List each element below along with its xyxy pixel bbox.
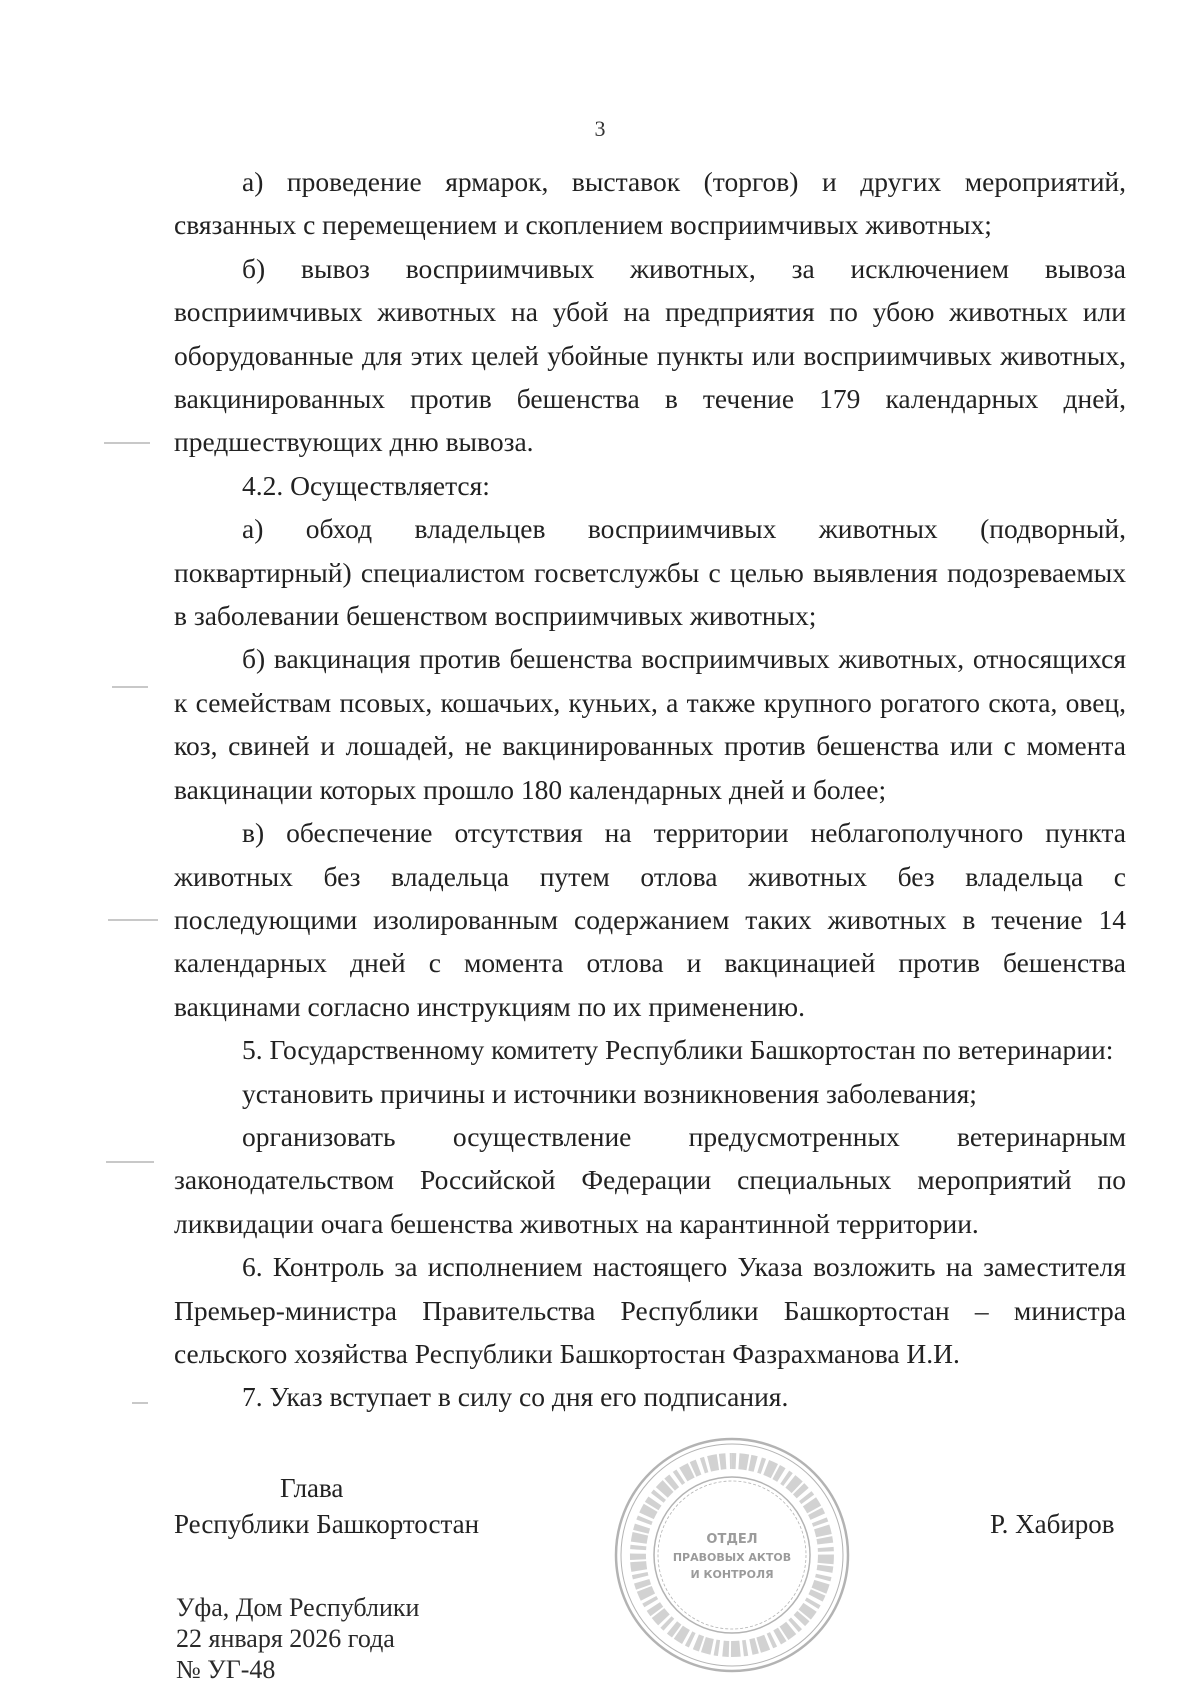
signing-place: Уфа, Дом Республики xyxy=(176,1593,420,1622)
scan-artifact xyxy=(104,442,150,444)
signatory-title-line-2: Республики Башкортостан xyxy=(174,1509,480,1539)
signatory-name: Р. Хабиров xyxy=(990,1509,1115,1539)
signatory-title xyxy=(174,1470,554,1542)
paragraph-4-1-b: б) вывоз восприимчивых животных, за исключением вывоза восприимчивых животных на убой на предприятия по убою животных или оборудованные для этих целей убойные пункты или восприимчивых животных, вакцинированных против бешенства в течение 179 календарных дней, предшествующих дню вывоза. xyxy=(174,252,1126,458)
stamp-text-line-2: ПРАВОВЫХ АКТОВ xyxy=(672,1551,792,1564)
scan-artifact xyxy=(132,1402,148,1404)
paragraph-6: 6. Контроль за исполнением настоящего Указа возложить на заместителя Премьер-министра Правительства Республики Башкортостан – министра сельского хозяйства Республики Башкортостан Фазрахманова И.И. xyxy=(174,1251,1126,1369)
scan-artifact xyxy=(112,686,148,688)
scan-artifact xyxy=(108,919,158,921)
stamp-text-line-1: ОТДЕЛ xyxy=(706,1532,758,1547)
paragraph-4-2-b: б) вакцинация против бешенства восприимчивых животных, относящихся к семействам псовых, кошачьих, куньих, а также крупного рогатого скота, овец, коз, свиней и лошадей, не вакцинированных против бешенства или с момента вакцинации которых прошло 180 календарных дней и более; xyxy=(174,643,1126,805)
paragraph-4-2-heading: 4.2. Осуществляется: xyxy=(242,469,490,501)
paragraph-5-item-2: организовать осуществление предусмотренных ветеринарным законодательством Российской Федерации специальных мероприятий по ликвидации очага бешенства животных на карантинной территории. xyxy=(174,1120,1126,1239)
place-date-block xyxy=(176,1592,419,1685)
paragraph-5: 5. Государственному комитету Республики Башкортостан по ветеринарии: xyxy=(242,1034,1114,1066)
decree-number: № УГ-48 xyxy=(176,1655,276,1684)
paragraph-4-1-a: а) проведение ярмарок, выставок (торгов) и других мероприятий, связанных с перемещением и скоплением восприимчивых животных; xyxy=(174,166,1126,241)
scan-artifact xyxy=(106,1161,154,1163)
official-stamp xyxy=(612,1435,852,1675)
paragraph-4-2-v: в) обеспечение отсутствия на территории неблагополучного пункта животных без владельца путем отлова животных без владельца с последующими изолированным содержанием таких животных в течение 14 календарных дней с момента отлова и вакцинацией против бешенства вакцинами согласно инструкциям по их применению. xyxy=(174,817,1126,1022)
signatory-title-line-1: Глава xyxy=(280,1473,344,1503)
paragraph-5-item-1: установить причины и источники возникновения заболевания; xyxy=(242,1077,977,1109)
stamp-text-line-3: И КОНТРОЛЯ xyxy=(690,1568,774,1581)
decree-body xyxy=(174,160,1126,1419)
paragraph-7: 7. Указ вступает в силу со дня его подписания. xyxy=(242,1381,789,1413)
page-number: 3 xyxy=(594,116,606,141)
signing-date: 22 января 2026 года xyxy=(176,1624,395,1653)
paragraph-4-2-a: а) обход владельцев восприимчивых животных (подворный, поквартирный) специалистом госветслужбы с целью выявления подозреваемых в заболевании бешенством восприимчивых животных; xyxy=(174,513,1126,632)
